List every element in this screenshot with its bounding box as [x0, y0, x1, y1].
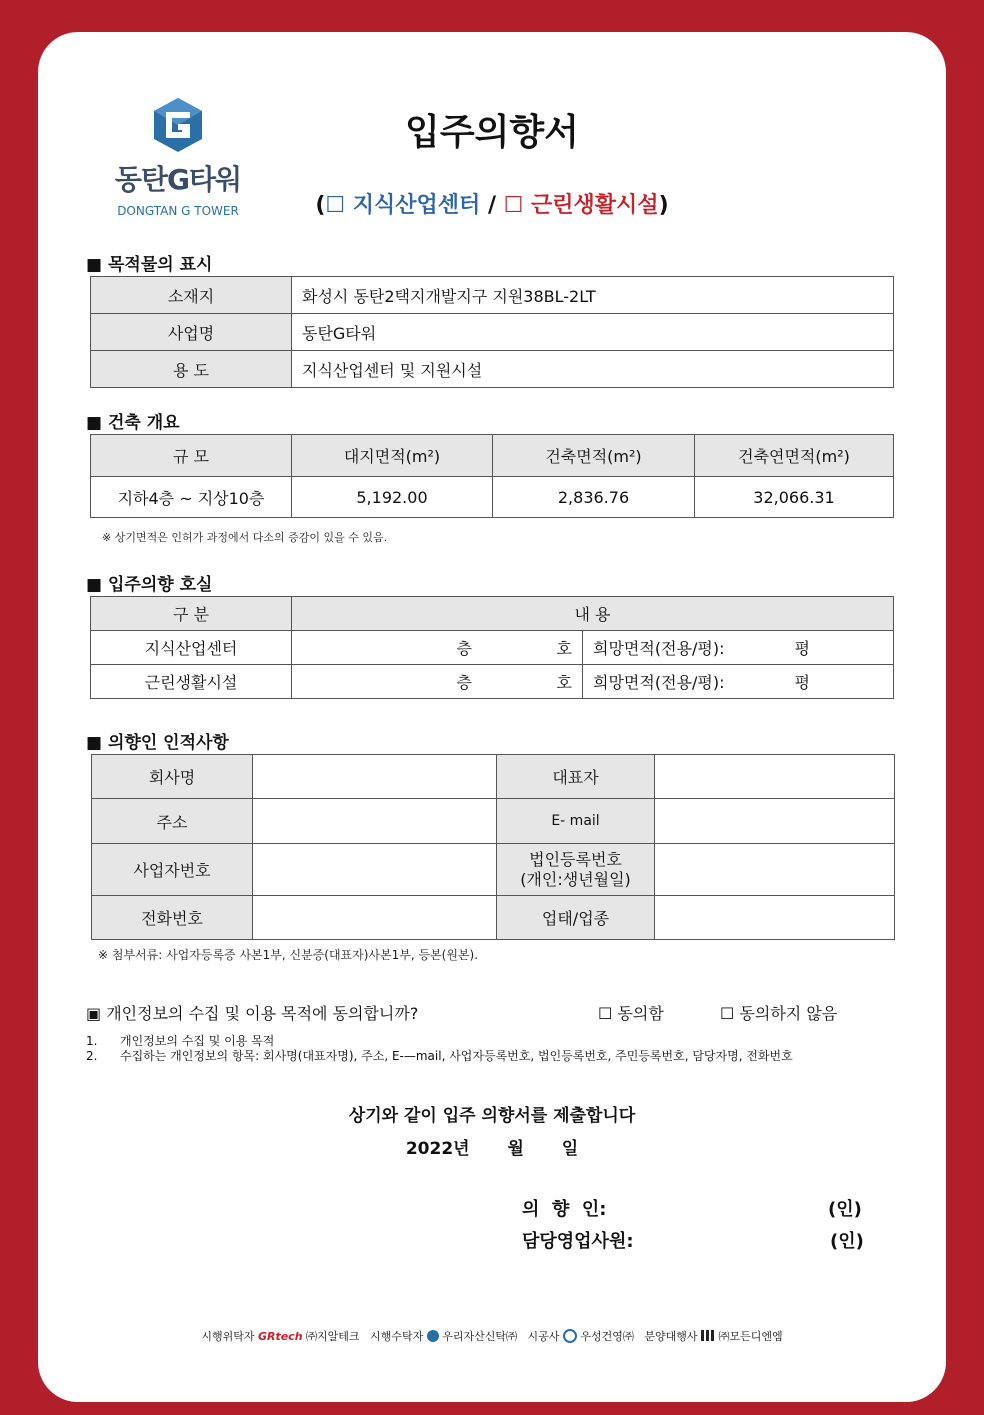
document-subtitle: [0, 188, 984, 219]
email-label: E- mail: [497, 799, 655, 844]
date-month: 월: [507, 1139, 524, 1159]
units-table: [90, 596, 894, 699]
trustor-label: 시행위탁자: [201, 1330, 255, 1343]
unit-type-label: 지식산업센터: [91, 631, 292, 665]
value-cell: 32,066.31: [695, 477, 894, 518]
header-cell: 규 모: [91, 435, 292, 477]
table-header-row: [91, 597, 894, 631]
unit-field[interactable]: 호: [502, 631, 583, 665]
table-row: [92, 755, 895, 799]
list-item: [86, 1047, 793, 1064]
address-field[interactable]: [253, 799, 497, 844]
document-sheet: [38, 32, 946, 1402]
building-table: [90, 434, 894, 518]
representative-label: 대표자: [497, 755, 655, 799]
sales-rep-signature-label: 담당영업사원:: [522, 1231, 634, 1252]
section-building-heading: ■ 건축 개요: [86, 413, 180, 433]
list-number: 1.: [86, 1034, 98, 1048]
grtech-logo: GRtech: [257, 1330, 303, 1343]
section-property-heading: ■ 목적물의 표시: [86, 255, 213, 275]
trustee-name: 우리자산신탁㈜: [442, 1330, 517, 1343]
builder-name: 우성건영㈜: [580, 1330, 634, 1343]
subtitle-close-paren: ): [658, 193, 669, 218]
header-cell: 건축면적(m²): [493, 435, 695, 477]
address-label: 주소: [92, 799, 253, 844]
list-text: 수집하는 개인정보의 항목: 회사명(대표자명), 주소, E-—mail, 사업자등록번호, 법인등록번호, 주민등록번호, 담당자명, 전화번호: [120, 1049, 793, 1063]
submit-date: [0, 1134, 984, 1159]
property-value: 동탄G타워: [292, 314, 894, 351]
area-label: 희망면적(전용/평):: [593, 673, 725, 692]
section-units-heading: ■ 입주의향 호실: [86, 575, 213, 595]
agent-logo-icon: [701, 1330, 715, 1341]
business-number-field[interactable]: [253, 844, 497, 896]
table-row: [92, 799, 895, 844]
attachments-note: ※ 첨부서류: 사업자등록증 사본1부, 신분증(대표자)사본1부, 등본(원본).: [98, 948, 479, 962]
table-row: [91, 277, 894, 314]
corporate-number-field[interactable]: [655, 844, 895, 896]
header-cell: 대지면적(m²): [292, 435, 493, 477]
area-field[interactable]: [583, 631, 894, 665]
area-field[interactable]: [583, 665, 894, 699]
company-name-label: 회사명: [92, 755, 253, 799]
header-cell: 구 분: [91, 597, 292, 631]
submit-statement: 상기와 같이 입주 의향서를 제출합니다: [348, 1106, 636, 1126]
phone-label: 전화번호: [92, 896, 253, 940]
agree-checkbox[interactable]: ☐ 동의함: [598, 1004, 664, 1023]
header-cell: 내 용: [292, 597, 894, 631]
table-row: [92, 844, 895, 896]
property-value: 화성시 동탄2택지개발지구 지원38BL-2LT: [292, 277, 894, 314]
table-row: [91, 665, 894, 699]
corporate-number-label-line2: (개인:생년월일): [520, 869, 631, 889]
table-row: [91, 314, 894, 351]
property-label: 용 도: [91, 351, 292, 388]
table-header-row: [91, 435, 894, 477]
subtitle-separator: /: [480, 193, 504, 218]
date-year: 2022년: [405, 1139, 470, 1159]
representative-field[interactable]: [655, 755, 895, 799]
corporate-number-label-line1: 법인등록번호: [529, 849, 622, 869]
applicant-table: [91, 754, 895, 940]
date-day: 일: [561, 1139, 579, 1159]
corporate-number-label: [497, 844, 655, 896]
area-unit: 평: [794, 639, 810, 658]
builder-label: 시공사: [527, 1330, 560, 1343]
property-table: [90, 276, 894, 388]
applicant-seal[interactable]: (인): [828, 1199, 862, 1220]
business-number-label: 사업자번호: [92, 844, 253, 896]
logo-english-text: DONGTAN G TOWER: [117, 204, 239, 218]
area-unit: 평: [794, 673, 810, 692]
table-row: [91, 631, 894, 665]
table-row: [92, 896, 895, 940]
floor-field[interactable]: 층: [292, 631, 503, 665]
document-title: 입주의향서: [405, 112, 579, 153]
phone-field[interactable]: [253, 896, 497, 940]
business-type-field[interactable]: [655, 896, 895, 940]
header-cell: 건축연면적(m²): [695, 435, 894, 477]
unit-type-label: 근린생활시설: [91, 665, 292, 699]
privacy-consent: [86, 1001, 866, 1024]
trustee-label: 시행수탁자: [370, 1330, 424, 1343]
company-name-field[interactable]: [253, 755, 497, 799]
agent-label: 분양대행사: [644, 1330, 698, 1343]
table-row: [91, 351, 894, 388]
area-note: ※ 상기면적은 인허가 과정에서 다소의 증감이 있을 수 있음.: [102, 531, 388, 544]
subtitle-open-paren: (: [315, 193, 326, 218]
list-text: 개인정보의 수집 및 이용 목적: [120, 1034, 275, 1048]
footer-companies: [0, 1328, 984, 1344]
unit-field[interactable]: 호: [502, 665, 583, 699]
business-type-label: 업태/업종: [497, 896, 655, 940]
email-field[interactable]: [655, 799, 895, 844]
trustor-name: ㈜지알테크: [306, 1330, 360, 1343]
value-cell: 5,192.00: [292, 477, 493, 518]
area-label: 희망면적(전용/평):: [593, 639, 725, 658]
applicant-signature-label: 의 향 인:: [522, 1199, 607, 1220]
value-cell: 지하4층 ~ 지상10층: [91, 477, 292, 518]
property-label: 소재지: [91, 277, 292, 314]
disagree-checkbox[interactable]: ☐ 동의하지 않음: [720, 1004, 838, 1023]
table-row: [91, 477, 894, 518]
agent-name: ㈜모든디엔엠: [718, 1330, 783, 1343]
option-knowledge-center-checkbox[interactable]: ☐ 지식산업센터: [325, 193, 481, 218]
consent-question: ▣ 개인정보의 수집 및 이용 목적에 동의합니까?: [86, 1004, 419, 1023]
option-retail-checkbox[interactable]: ☐ 근린생활시설: [503, 193, 659, 218]
floor-field[interactable]: 층: [292, 665, 503, 699]
logo-korean-text: 동탄G타워: [114, 163, 242, 196]
section-applicant-heading: ■ 의향인 인적사항: [86, 733, 229, 753]
sales-rep-seal[interactable]: (인): [830, 1231, 864, 1252]
woosung-logo-icon: [563, 1329, 577, 1343]
woori-logo-icon: [427, 1330, 439, 1342]
value-cell: 2,836.76: [493, 477, 695, 518]
property-label: 사업명: [91, 314, 292, 351]
list-number: 2.: [86, 1049, 98, 1063]
property-value: 지식산업센터 및 지원시설: [292, 351, 894, 388]
